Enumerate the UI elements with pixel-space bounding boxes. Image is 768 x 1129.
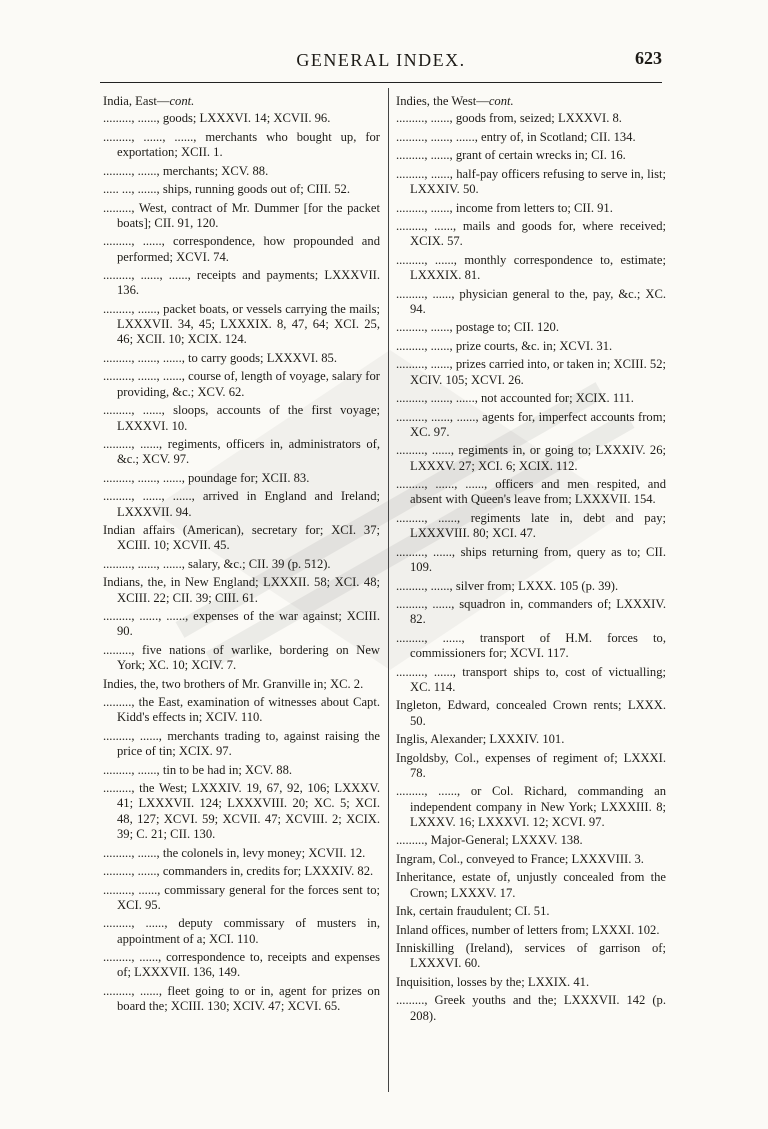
heading-cont: cont.: [169, 94, 195, 108]
entry-list: [396, 111, 666, 1024]
index-entry: ........., ......, ......, entry of, in Scotland; CII. 134.: [396, 129, 636, 144]
heading-main: India, East—: [103, 94, 170, 108]
index-entry: ........., ......, ......, arrived in England and Ireland; LXXXVII. 94.: [103, 489, 380, 519]
index-entry: ........., ......, goods from, seized; LXXXVI. 8.: [396, 111, 622, 126]
index-entry: Indians, the, in New England; LXXXII. 58; XCI. 48; XCIII. 22; CII. 39; CIII. 61.: [103, 575, 380, 605]
index-entry: ........., ......, monthly correspondence to, estimate; LXXXIX. 81.: [396, 252, 666, 283]
index-entry: ........., ......, packet boats, or vessels carrying the mails; LXXXVII. 34, 45; LXXXIX. 8, 47, 64; XCI. 25, 46; XCII. 10; XCIX. 124.: [103, 301, 380, 347]
index-entry: ........., ......, the colonels in, levy money; XCVII. 12.: [103, 845, 366, 860]
index-entry: ........., ......, tin to be had in; XCV. 88.: [103, 762, 293, 777]
index-entry: ........., ......, regiments late in, debt and pay; LXXXVIII. 80; XCI. 47.: [396, 510, 666, 541]
index-column-right: [396, 94, 666, 1027]
index-entry: ..... ..., ......, ships, running goods out of; CIII. 52.: [103, 182, 350, 197]
index-entry: ........., ......, silver from; LXXX. 105 (p. 39).: [396, 578, 619, 593]
index-entry: ........., ......, merchants trading to, against raising the price of tin; XCIX. 97.: [103, 728, 380, 759]
index-entry: ........., ......, commanders in, credits for; LXXXIV. 82.: [103, 864, 374, 879]
index-entry: Inheritance, estate of, unjustly concealed from the Crown; LXXXV. 17.: [396, 870, 666, 900]
index-entry: ........., ......, transport of H.M. forces to, commissioners for; XCVI. 117.: [396, 630, 666, 661]
index-entry: ........., ......, sloops, accounts of the first voyage; LXXXVI. 10.: [103, 403, 380, 433]
heading-cont: cont.: [488, 94, 514, 108]
page-number: 623: [635, 48, 662, 68]
index-entry: ........., ......, ......, to carry goods; LXXXVI. 85.: [103, 350, 338, 365]
index-entry: ........., the West; LXXXIV. 19, 67, 92, 106; LXXXV. 41; LXXXVII. 124; LXXXVIII. 20; XC. 5; XCI. 48, 127; XCVI. 59; XCVII. 47; XCVIII. 2; XCIX. 39; C. 21; CII. 130.: [103, 781, 380, 842]
index-entry: ........., ......, ......, salary, &c.; CII. 39 (p. 512).: [103, 556, 331, 571]
entry-list: [103, 111, 380, 1014]
page-header: [100, 40, 662, 76]
index-entry: ........., ......, regiments in, or going to; LXXXIV. 26; LXXXV. 27; XCI. 6; XCIX. 112.: [396, 443, 666, 473]
index-entry: ........., ......, fleet going to or in, agent for prizes on board the; XCIII. 130; XCIV. 47; XCVI. 65.: [103, 983, 380, 1014]
index-column-left: [103, 94, 380, 1018]
index-entry: ........., ......, squadron in, commanders of; LXXXIV. 82.: [396, 596, 666, 627]
column-heading: [103, 94, 380, 109]
index-entry: ........., ......, ......, receipts and payments; LXXXVII. 136.: [103, 268, 380, 298]
index-entry: ........., Greek youths and the; LXXXVII. 142 (p. 208).: [396, 993, 666, 1023]
index-entry: Indian affairs (American), secretary for; XCI. 37; XCIII. 10; XCVII. 45.: [103, 523, 380, 553]
index-entry: ........., ......, goods; LXXXVI. 14; XCVII. 96.: [103, 111, 331, 126]
index-entry: ........., ......, prizes carried into, or taken in; XCIII. 52; XCIV. 105; XCVI. 26.: [396, 357, 666, 387]
index-entry: ........., ......, ......, agents for, imperfect accounts from; XC. 97.: [396, 409, 666, 439]
index-entry: ........., ......, ......, merchants who bought up, for exportation; XCII. 1.: [103, 129, 380, 160]
index-entry: ........., ......, grant of certain wrecks in; CI. 16.: [396, 148, 626, 163]
index-entry: Ink, certain fraudulent; CI. 51.: [396, 904, 550, 919]
index-entry: Ingoldsby, Col., expenses of regiment of; LXXXI. 78.: [396, 750, 666, 780]
index-entry: ........., ......, ......, officers and men respited, and absent with Queen's leave from; LXXXVII. 154.: [396, 477, 666, 507]
index-entry: ........., ......, merchants; XCV. 88.: [103, 163, 269, 178]
index-entry: ........., ......, income from letters to; CII. 91.: [396, 200, 613, 215]
index-entry: ........., ......, deputy commissary of musters in, appointment of a; XCI. 110.: [103, 916, 380, 946]
index-entry: ........., ......, ......, poundage for; XCII. 83.: [103, 470, 310, 485]
index-entry: ........., ......, correspondence to, receipts and expenses of; LXXXVII. 136, 149.: [103, 950, 380, 980]
index-entry: ........., ......, ships returning from, query as to; CII. 109.: [396, 544, 666, 575]
index-entry: ........., ......, regiments, officers in, administrators of, &c.; XCV. 97.: [103, 437, 380, 467]
index-entry: ........., ......, postage to; CII. 120.: [396, 320, 560, 335]
index-entry: ........., the East, examination of witnesses about Capt. Kidd's effects in; XCIV. 110.: [103, 695, 380, 725]
index-entry: Ingram, Col., conveyed to France; LXXXVIII. 3.: [396, 851, 644, 866]
index-entry: Inquisition, losses by the; LXXIX. 41.: [396, 974, 590, 989]
index-entry: ........., ......, commissary general for the forces sent to; XCI. 95.: [103, 882, 380, 912]
index-entry: ........., ......, transport ships to, cost of victualling; XC. 114.: [396, 664, 666, 694]
index-entry: ........., ......, half-pay officers refusing to serve in, list; LXXXIV. 50.: [396, 166, 666, 197]
index-entry: ........., ......, mails and goods for, where received; XCIX. 57.: [396, 219, 666, 249]
index-entry: ........., ......, or Col. Richard, commanding an independent company in New York; LXXXIII. 8; LXXXV. 16; LXXXVI. 12; XCVI. 97.: [396, 784, 666, 829]
index-entry: ........., West, contract of Mr. Dummer [for the packet boats]; CII. 91, 120.: [103, 200, 380, 230]
running-title: GENERAL INDEX.: [296, 50, 466, 70]
index-entry: Inland offices, number of letters from; LXXXI. 102.: [396, 922, 660, 937]
column-divider: [388, 88, 389, 1092]
index-entry: Inglis, Alexander; LXXXIV. 101.: [396, 732, 565, 747]
index-entry: ........., ......, correspondence, how propounded and performed; XCVI. 74.: [103, 234, 380, 264]
index-entry: ........., ......, ......, course of, length of voyage, salary for providing, &c.; XCV. 62.: [103, 369, 380, 399]
index-entry: ........., ......, ......, not accounted for; XCIX. 111.: [396, 391, 634, 406]
index-entry: Inniskilling (Ireland), services of garrison of; LXXXVI. 60.: [396, 941, 666, 971]
index-entry: ........., ......, physician general to the, pay, &c.; XC. 94.: [396, 286, 666, 316]
index-entry: Ingleton, Edward, concealed Crown rents; LXXX. 50.: [396, 698, 666, 728]
index-entry: ........., ......, ......, expenses of the war against; XCIII. 90.: [103, 609, 380, 639]
header-rule: [100, 82, 662, 83]
index-entry: ........., ......, prize courts, &c. in; XCVI. 31.: [396, 338, 613, 353]
column-heading: [396, 94, 666, 109]
heading-main: Indies, the West—: [396, 94, 489, 108]
index-entry: Indies, the, two brothers of Mr. Granville in; XC. 2.: [103, 676, 364, 691]
index-entry: ........., five nations of warlike, bordering on New York; XC. 10; XCIV. 7.: [103, 642, 380, 673]
index-entry: ........., Major-General; LXXXV. 138.: [396, 833, 583, 848]
